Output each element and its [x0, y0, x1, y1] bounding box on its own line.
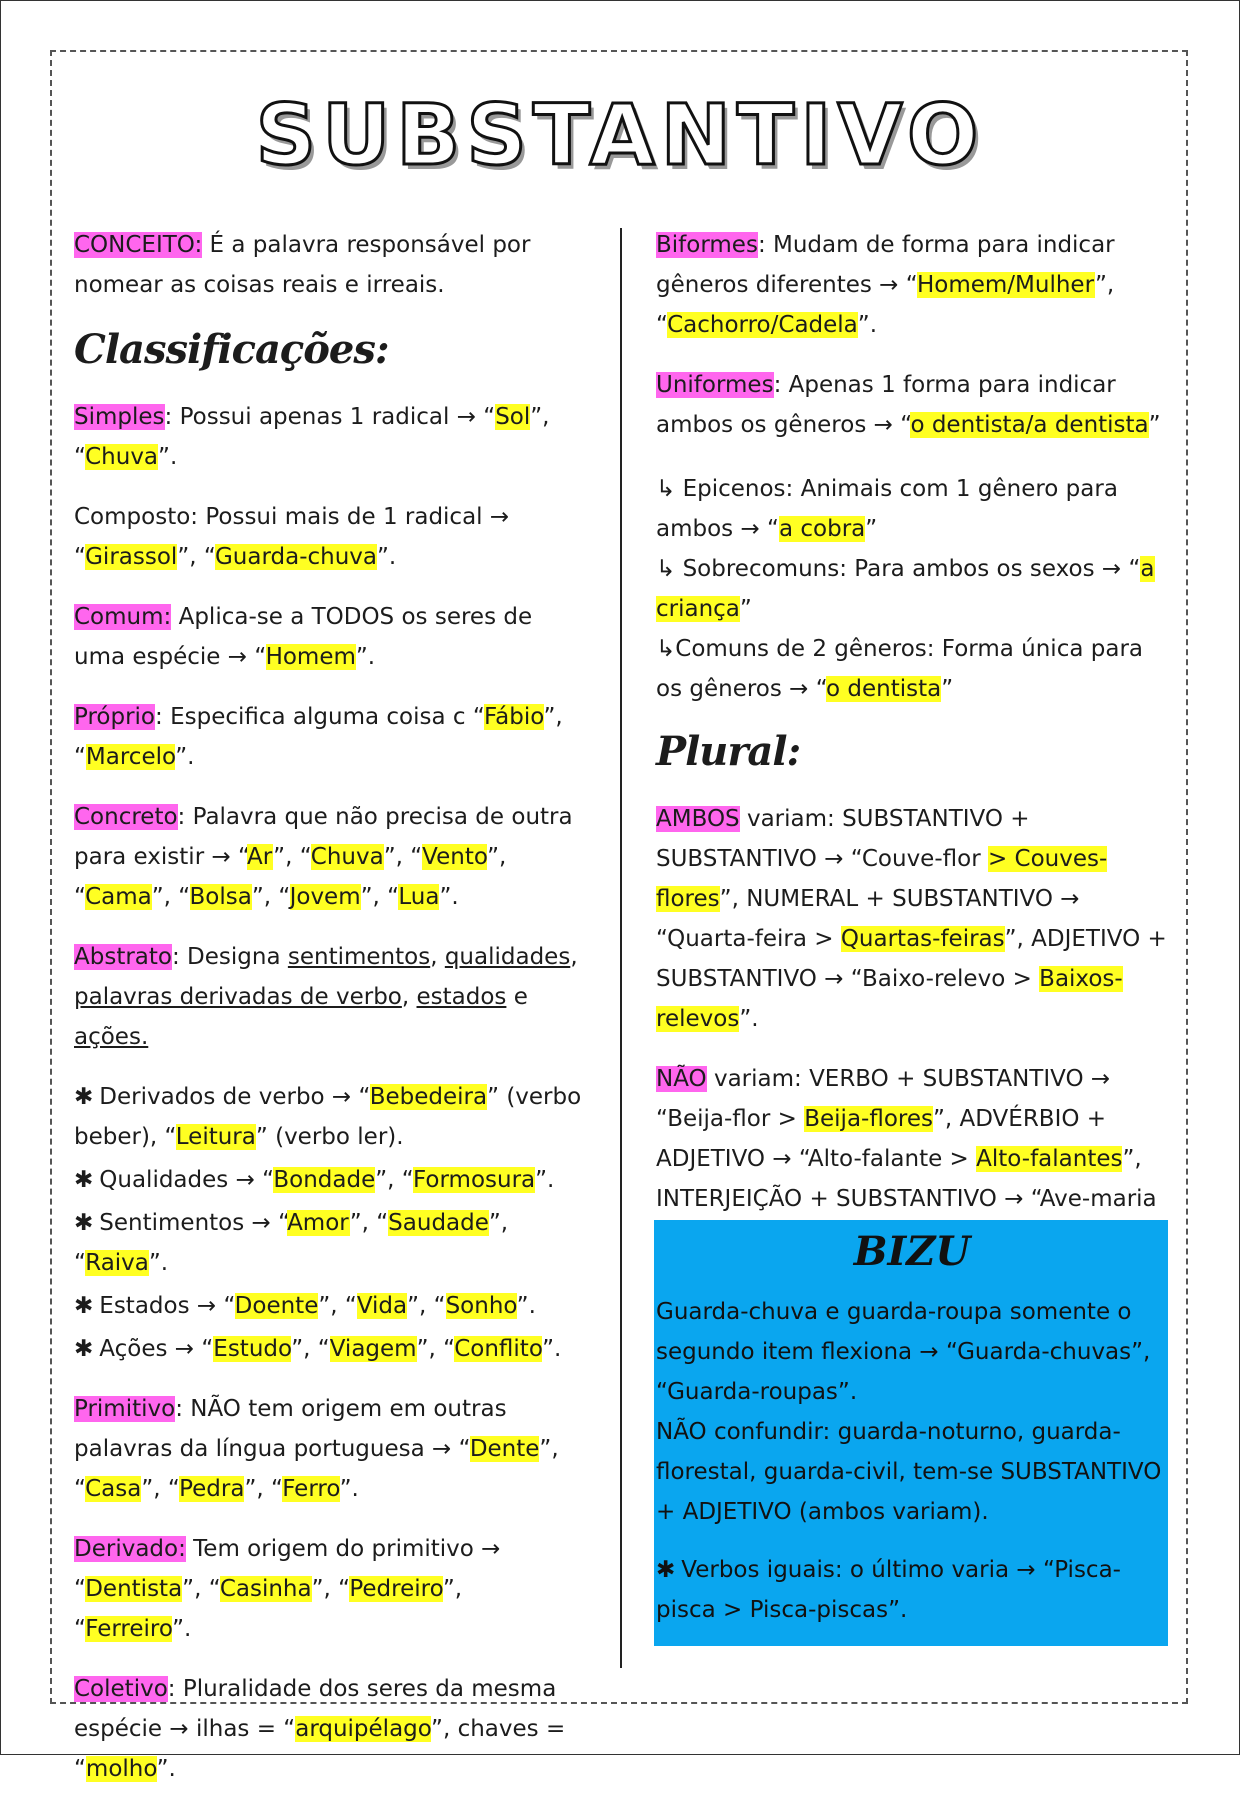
- uniformes-subtypes: [656, 469, 1168, 709]
- nao-text: ”, ADVÉRBIO + ADJETIVO → “Alto-falante >: [656, 1106, 1107, 1172]
- example-highlight: Casa: [85, 1476, 142, 1502]
- ambos-text: ”, ADJETIVO + SUBSTANTIVO → “Baixo-relevo >: [656, 926, 1167, 992]
- page-title: SUBSTANTIVO: [255, 86, 985, 184]
- epicenos-line: [656, 469, 1168, 549]
- simples-text: : Possui apenas 1 radical → “: [164, 404, 496, 430]
- separator: ”, “: [74, 404, 550, 470]
- uniformes-text: : Apenas 1 forma para indicar ambos os gêneros → “: [656, 372, 1116, 438]
- separator: ”, “: [311, 1576, 350, 1602]
- closing-quote: ”.: [377, 544, 397, 570]
- concreto-paragraph: Concreto: Palavra que não precisa de outra para existir → “Ar”, “Chuva”, “Vento”, “Cama”, “Bolsa”, “Jovem”, “Lua”.: [74, 804, 573, 910]
- closing-quote: ” (verbo ler).: [255, 1124, 404, 1150]
- closing-quote: ”.: [175, 744, 195, 770]
- example-highlight: Casinha: [219, 1576, 312, 1602]
- separator: ”, “: [244, 1476, 283, 1502]
- separator: ”, “: [74, 1436, 559, 1502]
- comuns-line: [656, 629, 1168, 709]
- sobrecomuns-text: : Para ambos os sexos → “: [839, 556, 1141, 582]
- underlined-term: sentimentos: [287, 944, 431, 970]
- concreto-text: : Palavra que não precisa de outra para existir → “: [74, 804, 573, 870]
- separator: ”, “: [74, 704, 563, 770]
- coletivo-label: Coletivo: [74, 1676, 168, 1702]
- bullet-derivados: [74, 1077, 584, 1157]
- primitivo-paragraph: [74, 1389, 584, 1509]
- bullet-text: Ações → “: [99, 1336, 214, 1362]
- abstrato-text: : Designa: [171, 944, 288, 970]
- example-highlight: Ferro: [282, 1476, 340, 1502]
- bullet-estados: [74, 1286, 584, 1326]
- asterisk-icon: ✱: [74, 1336, 94, 1362]
- example-highlight: Conflito: [454, 1336, 543, 1362]
- example-highlight: arquipélago: [295, 1716, 432, 1742]
- example-highlight: Alto-falantes: [976, 1146, 1123, 1172]
- example-highlight: Amor: [287, 1210, 350, 1236]
- ambos-text: ”, NUMERAL + SUBSTANTIVO → “Quarta-feira >: [656, 886, 1080, 952]
- sobrecomuns-label: ↳ Sobrecomuns: [656, 556, 840, 582]
- closing-quote: ”.: [542, 1336, 562, 1362]
- bizu-text: Verbos iguais: o último varia → “Pisca-pisca > Pisca-piscas”.: [656, 1557, 1121, 1623]
- ambos-text: variam: SUBSTANTIVO + SUBSTANTIVO → “Couve-flor: [656, 806, 1030, 872]
- coletivo-paragraph: [74, 1669, 584, 1789]
- asterisk-icon: ✱: [74, 1210, 94, 1236]
- abstrato-bullets: [74, 1077, 584, 1369]
- conceito-paragraph: [74, 225, 584, 305]
- ambos-label: AMBOS: [656, 806, 740, 832]
- underlined-term: estados: [416, 984, 507, 1010]
- example-highlight: > Couves-flores: [656, 846, 1108, 912]
- bizu-title: BIZU: [853, 1228, 971, 1275]
- comum-paragraph: [74, 597, 584, 677]
- closing-quote: ”.: [355, 644, 376, 670]
- bullet-text: Qualidades → “: [99, 1167, 274, 1193]
- separator: ”, “: [375, 1167, 413, 1193]
- example-highlight: Homem: [265, 644, 356, 670]
- closing-quote: ”: [941, 676, 954, 702]
- abstrato-label: Abstrato: [74, 944, 172, 970]
- example-highlight: Ferreiro: [85, 1616, 173, 1642]
- abstrato-paragraph: Abstrato: Designa sentimentos, qualidades, palavras derivadas de verbo, estados e ações.: [74, 944, 578, 1050]
- closing-quote: ”: [1148, 412, 1161, 438]
- separator: ”, “: [349, 1210, 389, 1236]
- separator: ”, “: [318, 1293, 357, 1319]
- closing-quote: ”: [865, 516, 878, 542]
- example-highlight: Lua: [398, 884, 440, 910]
- conjunction: e: [506, 984, 528, 1010]
- comuns-label: ↳Comuns de 2 gêneros: [656, 636, 927, 662]
- underlined-term: ações.: [74, 1024, 149, 1050]
- underlined-term: qualidades: [444, 944, 571, 970]
- closing-quote: ”.: [535, 1167, 555, 1193]
- proprio-label: Próprio: [74, 704, 156, 730]
- right-column: [656, 225, 1168, 1279]
- bullet-sentimentos: [74, 1203, 584, 1283]
- comum-label: Comum:: [74, 604, 172, 630]
- example-highlight: Pedra: [179, 1476, 245, 1502]
- separator: ” (verbo beber), “: [74, 1084, 582, 1150]
- example-highlight: Ar: [247, 844, 274, 870]
- example-highlight: Formosura: [413, 1167, 536, 1193]
- bizu-paragraph-2: [656, 1550, 1168, 1630]
- closing-quote: ”.: [158, 444, 178, 470]
- nao-label: NÃO: [656, 1066, 707, 1092]
- nao-text: ”, INTERJEIÇÃO + SUBSTANTIVO → “Ave-maria: [656, 1146, 1157, 1212]
- closing-quote: ”.: [148, 1250, 169, 1276]
- derivado-paragraph: [74, 1529, 584, 1649]
- separator: ”, “: [74, 1210, 509, 1276]
- example-highlight: Saudade: [388, 1210, 489, 1236]
- example-highlight: Chuva: [310, 844, 384, 870]
- proprio-text: : Especifica alguma coisa c “: [155, 704, 485, 730]
- column-divider: [620, 228, 622, 1668]
- example-highlight: Cachorro/Cadela: [667, 312, 858, 338]
- separator: ”, “: [177, 544, 215, 570]
- asterisk-icon: ✱: [74, 1293, 94, 1319]
- separator: ”, chaves = “: [74, 1716, 566, 1782]
- plural-heading: Plural:: [656, 728, 801, 775]
- separator: ”, “: [656, 272, 1115, 338]
- simples-label: Simples: [74, 404, 165, 430]
- ambos-paragraph: [656, 799, 1168, 1039]
- separator: ”, “: [141, 1476, 180, 1502]
- coletivo-text: : Pluralidade dos seres da mesma espécie → ilhas = “: [74, 1676, 557, 1742]
- derivado-label: Derivado:: [74, 1536, 186, 1562]
- bullet-acoes: [74, 1329, 584, 1369]
- example-highlight: Homem/Mulher: [916, 272, 1096, 298]
- sobrecomuns-line: [656, 549, 1168, 629]
- bullet-qualidades: [74, 1160, 584, 1200]
- proprio-paragraph: [74, 697, 584, 777]
- example-highlight: Vida: [356, 1293, 408, 1319]
- bullet-text: Estados → “: [99, 1293, 235, 1319]
- primitivo-text: : NÃO tem origem em outras palavras da língua portuguesa → “: [74, 1396, 507, 1462]
- bizu-text: Guarda-chuva e guarda-roupa somente o segundo item flexiona → “Guarda-chuvas”, “Guarda-roupas”.: [656, 1299, 1151, 1405]
- example-highlight: Leitura: [175, 1124, 256, 1150]
- example-highlight: Girassol: [85, 544, 178, 570]
- example-highlight: Chuva: [85, 444, 159, 470]
- example-highlight: Bondade: [273, 1167, 376, 1193]
- example-highlight: Vento: [422, 844, 488, 870]
- asterisk-icon: ✱: [74, 1167, 94, 1193]
- example-highlight: Guarda-chuva: [214, 544, 377, 570]
- epicenos-text: : Animais com 1 gênero para ambos → “: [656, 476, 1118, 542]
- derivado-text: Tem origem do primitivo → “: [74, 1536, 501, 1602]
- uniformes-label: Uniformes: [656, 372, 774, 398]
- example-highlight: Cama: [85, 884, 152, 910]
- example-highlight: molho: [85, 1756, 157, 1782]
- left-column: [74, 225, 584, 1809]
- example-highlight: Raiva: [85, 1250, 149, 1276]
- example-highlight: Beija-flores: [804, 1106, 933, 1132]
- uniformes-paragraph: [656, 365, 1168, 445]
- closing-quote: ”.: [172, 1616, 192, 1642]
- bizu-box: [654, 1220, 1168, 1646]
- primitivo-label: Primitivo: [74, 1396, 176, 1422]
- example-highlight: Quartas-feiras: [840, 926, 1005, 952]
- concreto-label: Concreto: [74, 804, 178, 830]
- example-highlight: Jovem: [289, 884, 361, 910]
- bullet-text: Derivados de verbo → “: [99, 1084, 370, 1110]
- closing-quote: ”.: [516, 1293, 536, 1319]
- separator: ”, “: [74, 1576, 463, 1642]
- closing-quote: ”.: [857, 312, 878, 338]
- comum-text: Aplica-se a TODOS os seres de uma espécie → “: [74, 604, 533, 670]
- example-highlight: Fábio: [484, 704, 544, 730]
- example-highlight: Dente: [469, 1436, 540, 1462]
- example-highlight: a cobra: [778, 516, 866, 542]
- example-highlight: a criança: [656, 556, 1155, 622]
- example-highlight: Marcelo: [85, 744, 176, 770]
- epicenos-label: ↳ Epicenos: [656, 476, 786, 502]
- composto-text: : Possui mais de 1 radical → “: [74, 504, 510, 570]
- closing-quote: ”.: [739, 1006, 759, 1032]
- classificacoes-heading: Classificações:: [74, 326, 389, 373]
- closing-quote: ”.: [339, 1476, 359, 1502]
- separator: ”, “: [291, 1336, 330, 1362]
- separator: ”, “: [407, 1293, 446, 1319]
- bizu-paragraph-1: [656, 1292, 1168, 1532]
- separator: ”, “: [416, 1336, 455, 1362]
- example-highlight: Dentista: [85, 1576, 183, 1602]
- asterisk-icon: ✱: [74, 1084, 94, 1110]
- example-highlight: Bebedeira: [369, 1084, 488, 1110]
- example-highlight: Sol: [495, 404, 531, 430]
- bizu-text: NÃO confundir: guarda-noturno, guarda-florestal, guarda-civil, tem-se SUBSTANTIVO + ADJETIVO (ambos variam).: [656, 1419, 1162, 1525]
- example-highlight: Bolsa: [189, 884, 252, 910]
- composto-paragraph: [74, 497, 584, 577]
- comuns-text: : Forma única para os gêneros → “: [656, 636, 1143, 702]
- closing-quote: ”: [739, 596, 752, 622]
- separator: ”, “: [182, 1576, 220, 1602]
- example-highlight: Pedreiro: [349, 1576, 443, 1602]
- conceito-text: É a palavra responsável por nomear as coisas reais e irreais.: [74, 232, 531, 298]
- example-highlight: o dentista: [825, 676, 942, 702]
- conceito-label: CONCEITO:: [74, 232, 203, 258]
- composto-label: Composto: [74, 504, 191, 530]
- biformes-paragraph: [656, 225, 1168, 345]
- bullet-text: Sentimentos → “: [99, 1210, 288, 1236]
- asterisk-icon: ✱: [656, 1557, 676, 1583]
- biformes-label: Biformes: [656, 232, 758, 258]
- biformes-text: : Mudam de forma para indicar gêneros diferentes → “: [656, 232, 1115, 298]
- example-highlight: Doente: [234, 1293, 319, 1319]
- example-highlight: o dentista/a dentista: [910, 412, 1149, 438]
- closing-quote: ”.: [156, 1756, 176, 1782]
- nao-text: variam: VERBO + SUBSTANTIVO → “Beija-flor >: [656, 1066, 1111, 1132]
- example-highlight: Viagem: [329, 1336, 417, 1362]
- example-highlight: Baixos-relevos: [656, 966, 1123, 1032]
- example-highlight: Sonho: [445, 1293, 517, 1319]
- underlined-term: palavras derivadas de verbo: [74, 984, 402, 1010]
- simples-paragraph: [74, 397, 584, 477]
- example-highlight: Estudo: [213, 1336, 292, 1362]
